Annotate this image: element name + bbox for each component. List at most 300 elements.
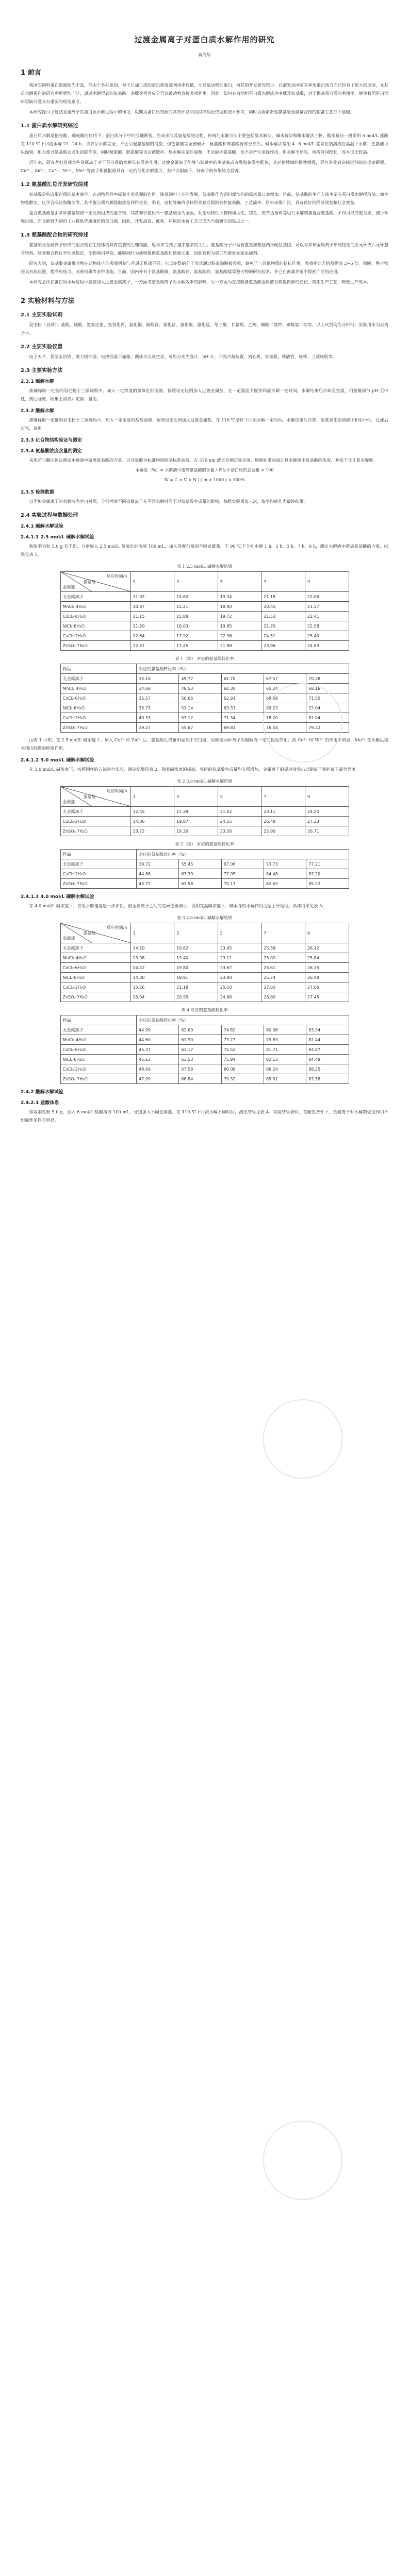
table-cell: 85.22 bbox=[306, 879, 349, 889]
table-cell: 22.58 bbox=[305, 621, 349, 631]
table-cell: 55.67 bbox=[179, 723, 221, 733]
table-cell: 45.37 bbox=[137, 1045, 179, 1055]
table-cell: 19.62 bbox=[174, 943, 218, 953]
table-cell: 51.14 bbox=[179, 703, 221, 713]
table-header-cell: 9 bbox=[305, 923, 349, 943]
table-cell: 75.94 bbox=[221, 1055, 264, 1064]
table-cell: 60.30 bbox=[221, 684, 264, 693]
table-cell: 81.71 bbox=[264, 1045, 306, 1055]
table-cell: 19.30 bbox=[174, 826, 218, 836]
table-row bbox=[60, 1025, 349, 1035]
table-row bbox=[60, 879, 349, 889]
table-cell: 26.12 bbox=[305, 943, 349, 953]
table-row bbox=[60, 869, 349, 879]
subsubsection-heading: 2.4.2.1 盐酸体系 bbox=[21, 1100, 59, 1106]
table-cell: 无金属离子 bbox=[60, 807, 130, 817]
table-cell: 84.07 bbox=[306, 1045, 349, 1055]
paragraph: 羽毛粉（自制）；盐酸、硫酸、氢氧化钠、氢氧化钙、氯化铜、硫酸锌、氯化钴、氯化镍、氯化锰、茚三酮、甘氨酸、乙醇、磷酸二氢钾、磷酸氢二钠等，以上试剂均为分析纯；实验用水为去离子水。 bbox=[21, 322, 388, 335]
table-row bbox=[60, 963, 349, 973]
paragraph: 氨基酸与金属离子形成的配合物在生物体内具有重要的生理功能，近年来受到了越来越多的关注。氨基酸分子中含有氨基和羧基两种配位基团，可以与多种金属离子形成稳定的五元环或六元环螯合结构。这类螯合物化学性质稳定，生物利用率高，能够同时为动物提供氨基酸和微量元素，因此被称为第三代微量元素添加剂。 bbox=[21, 242, 388, 256]
table-cell: 14.30 bbox=[130, 973, 174, 982]
table-cell: ZnSO₄·7H₂O bbox=[60, 723, 137, 733]
table-cell: 21.18 bbox=[174, 982, 218, 992]
table-cell: 27.03 bbox=[261, 982, 305, 992]
table-cell: 48.53 bbox=[179, 684, 221, 693]
table-cell: 22.06 bbox=[305, 592, 349, 602]
table-cell: 47.99 bbox=[137, 1074, 179, 1084]
table-cell: ZnSO₄·7H₂O bbox=[60, 641, 130, 651]
subsubsection-heading: 2.3.2 酸解水解 bbox=[21, 409, 54, 414]
subsection-heading: 1.1 蛋白质水解研究综述 bbox=[21, 123, 78, 129]
subsection-heading: 2.3 主要实验方法 bbox=[21, 368, 63, 374]
table-cell: NiCl₂·6H₂O bbox=[60, 1055, 137, 1064]
table-row bbox=[60, 641, 349, 651]
table-cell: 75.17 bbox=[221, 879, 264, 889]
table-cell: 74.82 bbox=[221, 1025, 264, 1035]
table-cell: 无金属离子 bbox=[60, 674, 137, 684]
corner-label: 反应时间/h bbox=[106, 574, 127, 579]
table-cell: 22.36 bbox=[218, 631, 261, 641]
data-table bbox=[60, 849, 349, 889]
table-cell: 63.39 bbox=[179, 869, 221, 879]
table-cell: 40.33 bbox=[137, 713, 179, 723]
table-cell: NiCl₂·6H₂O bbox=[60, 703, 137, 713]
table-cell: 80.98 bbox=[264, 1025, 306, 1035]
table-cell: 25.02 bbox=[261, 953, 305, 963]
table-header-cell: 3 bbox=[174, 572, 218, 592]
table-cell: 25.74 bbox=[261, 973, 305, 982]
diagonal-header-cell bbox=[60, 572, 130, 592]
table-cell: 23.45 bbox=[218, 943, 261, 953]
table-row bbox=[60, 992, 349, 1002]
table-cell: 27.45 bbox=[305, 992, 349, 1002]
table-header-cell: 对应的氨基酸转化率（%） bbox=[137, 1015, 349, 1025]
table-cell: 27.66 bbox=[305, 982, 349, 992]
corner-label: 氨基酸 bbox=[83, 794, 96, 799]
paragraph: 氨基酸是构成蛋白质的基本单位，在动物营养中起着非常重要的作用。随着饲料工业的发展，氨基酸作为饲料添加剂的需求量日益增加。目前，氨基酸的生产方法主要有蛋白质水解提取法、微生物发酵法、化学合成法和酶法等。其中蛋白质水解提取法是利用毛发、羽毛、血粉等廉价原料经水解后提取各种氨基酸，工艺简单，原料来源广泛，具有良好的经济效益和社会效益。 bbox=[21, 192, 388, 205]
table-header-row bbox=[60, 850, 349, 859]
table-cell: 68.68 bbox=[264, 693, 306, 703]
table-cell: 81.04 bbox=[306, 713, 349, 723]
table-cell: 15.88 bbox=[174, 612, 218, 621]
table-header-row bbox=[60, 664, 349, 674]
table-cell: 15.04 bbox=[130, 992, 174, 1002]
table-cell: 21.18 bbox=[261, 592, 305, 602]
table-cell: 23.11 bbox=[261, 807, 305, 817]
paragraph: 复合氨基酸是由多种氨基酸按一定比例组成的混合物，其营养价值比单一氨基酸更为全面。利用动物性下脚料如羽毛、猪毛、皮革边角料等进行水解制备复合氨基酸，不仅可以变废为宝、减少环境污染，而且能够为饲料工业提供优质廉价的蛋白源。因此，开发高效、低耗、环保的水解工艺已成为当前研究的热点之一。 bbox=[21, 210, 388, 224]
table-cell: MnCl₂·4H₂O bbox=[60, 602, 130, 612]
table-row bbox=[60, 1035, 349, 1045]
table-header-cell: 样品 bbox=[60, 1015, 137, 1025]
table-cell: 71.50 bbox=[306, 693, 349, 703]
table-caption: 表 3 4.0 mol/L 碱解水解结果 bbox=[177, 916, 232, 920]
table-cell: 24.15 bbox=[218, 817, 261, 826]
data-table bbox=[60, 923, 349, 1002]
table-cell: CuCl₂·2H₂O bbox=[60, 817, 130, 826]
table-cell: 62.60 bbox=[179, 1025, 221, 1035]
table-cell: CuCl₂·2H₂O bbox=[60, 1064, 137, 1074]
data-table bbox=[60, 1015, 349, 1084]
table-cell: MnCl₂·4H₂O bbox=[60, 684, 137, 693]
table-cell: 57.17 bbox=[179, 713, 221, 723]
paragraph: 称取羽毛粉 5.0 g，加入 6 mol/L 盐酸溶液 100 mL，分别加入不同金属盐，在 110 ℃下回流水解不同时间，测定结果见表 4。实验结果表明，在酸性条件下，金属离子对水解的促进作用不如碱性条件下明显。 bbox=[21, 1109, 388, 1123]
table-row bbox=[60, 859, 349, 869]
table-cell: 25.61 bbox=[261, 963, 305, 973]
table-cell: 88.25 bbox=[306, 1064, 349, 1074]
table-header-cell: 1 bbox=[130, 572, 174, 592]
table-cell: CuCl₂·2H₂O bbox=[60, 869, 137, 879]
table-cell: 82.63 bbox=[264, 879, 306, 889]
paragraph: 采用茚三酮比色法测定水解液中游离氨基酸的含量。以甘氨酸为标准物质绘制标准曲线，在 570 nm 波长处测定吸光度，根据标准曲线计算水解液中氨基酸的浓度，并按下式计算水解度： bbox=[29, 457, 378, 463]
formula-line: 水解度（%）= 水解液中游离氨基酸的含量 / 样品中蛋白质的总含量 × 100 bbox=[135, 468, 274, 472]
table-cell: 21.53 bbox=[261, 612, 305, 621]
table-header-cell: 5 bbox=[218, 787, 261, 807]
subsection-heading: 2.4 实验过程与数据处理 bbox=[21, 513, 78, 518]
table-cell: 69.81 bbox=[221, 723, 264, 733]
table-cell: 70.38 bbox=[306, 674, 349, 684]
table-cell: 17.45 bbox=[174, 641, 218, 651]
formula-line: W = C × V × N / ( m × 1000 ) × 100% bbox=[164, 478, 245, 482]
table-header-cell: 5 bbox=[218, 923, 261, 943]
table-row bbox=[60, 1064, 349, 1074]
table-cell: 75.52 bbox=[221, 1045, 264, 1055]
diagonal-header-cell bbox=[60, 787, 130, 807]
table-header-row bbox=[60, 787, 349, 807]
subsubsection-heading: 2.4.2 酸解水解试验 bbox=[21, 1090, 63, 1095]
table-cell: 84.49 bbox=[306, 1055, 349, 1064]
table-row bbox=[60, 943, 349, 953]
table-cell: 80.08 bbox=[221, 1064, 264, 1074]
table-cell: 63.33 bbox=[221, 703, 264, 713]
table-cell: 44.86 bbox=[137, 869, 179, 879]
table-cell: 35.16 bbox=[137, 674, 179, 684]
table-cell: 34.68 bbox=[137, 684, 179, 693]
table-row bbox=[60, 817, 349, 826]
table-cell: 71.34 bbox=[221, 713, 264, 723]
table-cell: 62.91 bbox=[221, 693, 264, 703]
table-row bbox=[60, 953, 349, 963]
paragraph: 研究表明，氨基酸金属螯合物在动物体内的吸收机制与普通无机盐不同，它以完整的分子形式通过肠道黏膜被吸收，避免了与其他物质的拮抗作用，吸收率比无机盐提高 2~6 倍。同时，螯合物还具有抗应激、提高免疫力、改善肉质等多种功能。目前，国内外对于氨基酸铜、氨基酸锌、氨基酸铁、氨基酸锰等螯合物的研究较多，并已在畜禽养殖中得到广泛的应用。 bbox=[21, 261, 388, 274]
table-cell: 25.84 bbox=[305, 953, 349, 963]
table-row bbox=[60, 1055, 349, 1064]
table-cell: 25.38 bbox=[261, 943, 305, 953]
diagonal-header-cell bbox=[60, 923, 130, 943]
table-cell: 82.44 bbox=[306, 1035, 349, 1045]
table-header-cell: 3 bbox=[174, 787, 218, 807]
table-cell: 77.05 bbox=[221, 869, 264, 879]
table-cell: 79.22 bbox=[306, 723, 349, 733]
table-cell: 24.20 bbox=[305, 807, 349, 817]
table-caption: 表 4 对应的氨基酸转化率 bbox=[181, 1008, 228, 1012]
table-cell: 20.45 bbox=[261, 602, 305, 612]
subsubsection-heading: 2.4.1.1 2.5 mol/L 碱解水解试验 bbox=[21, 535, 94, 540]
table-header-cell: 9 bbox=[305, 787, 349, 807]
table-cell: 无金属离子 bbox=[60, 943, 130, 953]
paper-title: 过渡金属离子对蛋白质水解作用的研究 bbox=[134, 35, 275, 44]
table-cell: 11.02 bbox=[130, 592, 174, 602]
table-cell: 11.20 bbox=[130, 621, 174, 631]
subsection-heading: 2.2 主要实验仪器 bbox=[21, 344, 63, 350]
subsubsection-heading: 2.3.3 化合物结构验证与测定 bbox=[21, 438, 82, 443]
table-cell: 19.87 bbox=[174, 817, 218, 826]
table-header-cell: 9 bbox=[305, 572, 349, 592]
table-cell: 67.06 bbox=[221, 859, 264, 869]
table-caption: 表 1（续） 对应的氨基酸转化率 bbox=[175, 656, 234, 661]
table-row bbox=[60, 807, 349, 817]
paragraph: 在 3.0 mol/L 碱浓度下，按照同样的方法进行实验，测定结果见表 2。随着碱浓度的提高，各组的氨基酸生成量均有所增加，金属离子的促进效果仍以铜离子和锌离子最为显著。 bbox=[29, 767, 361, 772]
table-cell: 26.80 bbox=[261, 992, 305, 1002]
paragraph: 本研究尝试在蛋白质水解过程中直接加入过渡金属离子，一方面考察金属离子对水解效率的影响，另一方面为直接制备氨基酸金属螯合物提供新的途径，简化生产工艺，降低生产成本。 bbox=[29, 279, 371, 284]
table-cell: 23.56 bbox=[218, 826, 261, 836]
paragraph: 在 4.0 mol/L 碱浓度下，各组水解速度进一步加快，但金属离子之间的差异逐渐减小，说明在高碱浓度下，碱本身的水解作用占据主导地位。具体结果见表 3。 bbox=[29, 903, 326, 908]
table-cell: ZnSO₄·7H₂O bbox=[60, 879, 137, 889]
table-cell: 79.32 bbox=[221, 1074, 264, 1084]
table-cell: CoCl₂·6H₂O bbox=[60, 693, 137, 703]
table-cell: NiCl₂·6H₂O bbox=[60, 621, 130, 631]
paragraph: 称取羽毛粉 5.0 g 若干份，分别加入 2.5 mol/L 氢氧化钠溶液 100 mL，加入等摩尔量的不同金属盐，于 90 ℃下分别水解 1 h、3 h、5 h、7 h、9 h，测定水解液中游离氨基酸的含量，结果见表 1。 bbox=[21, 544, 388, 557]
table-cell: 26.71 bbox=[305, 826, 349, 836]
table-cell: 66.84 bbox=[179, 1074, 221, 1084]
table-cell: 26.35 bbox=[305, 963, 349, 973]
table-header-cell: 5 bbox=[218, 572, 261, 592]
table-cell: 61.90 bbox=[179, 1035, 221, 1045]
table-cell: 19.80 bbox=[174, 963, 218, 973]
table-cell: 26.48 bbox=[261, 817, 305, 826]
paragraph: 电子天平、恒温水浴锅、磁力搅拌器、电热恒温干燥箱、循环水式真空泵、可见分光光度计、pH 计、回流冷凝装置、离心机、容量瓶、移液管、烧杯、三颈烧瓶等。 bbox=[29, 354, 337, 359]
table-cell: 18.90 bbox=[218, 602, 261, 612]
paragraph: 我国的饲料蛋白资源较为丰富，但由于各种原因，对于已加工成的蛋白质资源利用率较低，尤其是动物性蛋白，对其的开发研究较少。目前发达国家在利用蛋白质方面已经有了很大的进展，尤其是水解蛋白的研究利用更加广泛，通过水解得到的氨基酸、多肽等营养成分可以被动物直接吸收利用。因此，如何有效地把蛋白质水解成为多肽及氨基酸，对于提高蛋白质的利用率、解决我国蛋白饲料短缺问题具有重要的现实意义。 bbox=[21, 82, 388, 104]
table-cell: 48.69 bbox=[137, 1064, 179, 1074]
table-cell: 45.63 bbox=[137, 1055, 179, 1064]
table-cell: 19.34 bbox=[218, 592, 261, 602]
table-cell: CuCl₂·2H₂O bbox=[60, 631, 130, 641]
table-cell: 12.31 bbox=[130, 641, 174, 651]
table-cell: 23.11 bbox=[218, 953, 261, 963]
table-cell: 无金属离子 bbox=[60, 592, 130, 602]
table-cell: 23.67 bbox=[218, 963, 261, 973]
table-cell: 27.33 bbox=[305, 817, 349, 826]
subsubsection-heading: 2.4.1.2 3.0 mol/L 碱解水解试验 bbox=[21, 758, 94, 763]
table-cell: 67.57 bbox=[264, 674, 306, 684]
table-header-cell: 3 bbox=[174, 923, 218, 943]
table-cell: 24.86 bbox=[218, 992, 261, 1002]
subsubsection-heading: 2.4.1 碱解水解试验 bbox=[21, 524, 63, 529]
subsubsection-heading: 2.3.5 检测数据 bbox=[21, 490, 54, 495]
data-table bbox=[60, 571, 349, 651]
table-cell: 22.41 bbox=[305, 612, 349, 621]
corner-label: 氨基酸 bbox=[83, 931, 96, 936]
watermark-seal bbox=[263, 1399, 342, 1479]
table-cell: 21.02 bbox=[218, 807, 261, 817]
table-cell: CuCl₂·2H₂O bbox=[60, 982, 130, 992]
table-cell: 14.06 bbox=[130, 817, 174, 826]
section-heading: 2 实验材料与方法 bbox=[21, 297, 75, 305]
table-cell: 15.60 bbox=[174, 592, 218, 602]
table-cell: 无金属离子 bbox=[60, 1025, 137, 1035]
table-cell: 63.53 bbox=[179, 1055, 221, 1064]
table-row bbox=[60, 1074, 349, 1084]
paragraph: 蛋白质水解是指在酸、碱或酶的作用下，蛋白质分子中的肽键断裂，生成多肽及氨基酸的过程。传统的水解方法主要包括酸水解法、碱水解法和酶水解法三种。酸水解法一般采用 6 mol/L 盐酸在 110 ℃下回流水解 22~24 h，该方法水解完全，不会引起氨基酸的消旋，但色氨酸完全被破坏，丝氨酸和苏氨酸有部分损失。碱水解法常用 4~6 mol/L 氢氧化钠溶液在高温下水解，色氨酸可以保留，但大部分氨基酸会发生消旋作用，同时精氨酸、胱氨酸等也会被破坏。酶水解法条件温和，不会破坏氨基酸，也不会产生消旋作用，但水解不彻底，所需时间较长，成本也比较高。 bbox=[21, 133, 388, 155]
corner-label: 金属盐 bbox=[62, 800, 75, 804]
corner-label: 氨基酸 bbox=[83, 580, 96, 584]
table-cell: ZnSO₄·7H₂O bbox=[60, 992, 130, 1002]
table-cell: 26.48 bbox=[305, 973, 349, 982]
table-row bbox=[60, 602, 349, 612]
table-row bbox=[60, 973, 349, 982]
table-cell: 24.51 bbox=[261, 631, 305, 641]
table-row bbox=[60, 631, 349, 641]
table-cell: 19.85 bbox=[218, 621, 261, 631]
table-cell: 63.17 bbox=[179, 1045, 221, 1055]
table-cell: 73.73 bbox=[221, 1035, 264, 1045]
table-header-cell: 7 bbox=[261, 923, 305, 943]
table-header-cell: 样品 bbox=[60, 850, 137, 859]
watermark-seal bbox=[263, 2121, 342, 2200]
table-caption: 表 2 3.0 mol/L 碱解水解结果 bbox=[177, 779, 232, 784]
table-cell: 83.34 bbox=[306, 1025, 349, 1035]
corner-label: 反应时间/h bbox=[106, 925, 127, 930]
table-cell: 23.96 bbox=[261, 641, 305, 651]
table-cell: 13.98 bbox=[130, 953, 174, 963]
subsection-heading: 1.3 氨基酸配合物的研究综述 bbox=[21, 232, 89, 238]
table-header-row bbox=[60, 923, 349, 943]
paper-page bbox=[21, 34, 388, 1124]
table-header-cell: 1 bbox=[130, 787, 174, 807]
subsubsection-heading: 2.3.1 碱解水解 bbox=[21, 379, 54, 384]
table-row bbox=[60, 592, 349, 602]
table-cell: 76.44 bbox=[264, 723, 306, 733]
table-row bbox=[60, 826, 349, 836]
table-cell: NiCl₂·6H₂O bbox=[60, 973, 130, 982]
table-cell: CoCl₂·6H₂O bbox=[60, 963, 130, 973]
table-cell: CoCl₂·6H₂O bbox=[60, 612, 130, 621]
table-cell: 12.45 bbox=[130, 807, 174, 817]
data-table bbox=[60, 786, 349, 836]
table-cell: 21.88 bbox=[218, 641, 261, 651]
table-cell: 61.70 bbox=[221, 674, 264, 684]
subsection-heading: 2.1 主要实验试剂 bbox=[21, 312, 63, 318]
table-row bbox=[60, 612, 349, 621]
table-cell: 78.20 bbox=[264, 713, 306, 723]
table-cell: ZnSO₄·7H₂O bbox=[60, 1074, 137, 1084]
table-cell: 79.83 bbox=[264, 1035, 306, 1045]
table-header-cell: 对应的氨基酸转化率（%） bbox=[137, 664, 349, 674]
corner-label: 金属盐 bbox=[62, 585, 75, 589]
table-cell: 55.45 bbox=[179, 859, 221, 869]
subsubsection-heading: 2.3.4 氨基酸浓度含量的测定 bbox=[21, 449, 82, 454]
table-cell: 15.26 bbox=[130, 982, 174, 992]
table-cell: 17.38 bbox=[174, 807, 218, 817]
table-cell: 14.22 bbox=[130, 963, 174, 973]
table-cell: 16.03 bbox=[174, 621, 218, 631]
table-header-cell: 1 bbox=[130, 923, 174, 943]
table-cell: 21.37 bbox=[305, 602, 349, 612]
subsubsection-heading: 2.4.1.3 4.0 mol/L 碱解水解试验 bbox=[21, 894, 94, 900]
table-cell: CuCl₂·2H₂O bbox=[60, 713, 137, 723]
table-cell: 43.77 bbox=[137, 879, 179, 889]
table-cell: 12.64 bbox=[130, 631, 174, 641]
table-cell: 50.66 bbox=[179, 693, 221, 703]
table-cell: 20.95 bbox=[174, 992, 218, 1002]
paragraph: 本研究探讨了过渡金属离子在蛋白质水解过程中的作用，以期为蛋白质资源的高效开发利用提供理论依据和技术参考，同时为探索新型氨基酸金属螯合物的制备工艺打下基础。 bbox=[29, 109, 354, 114]
table-header-cell: 7 bbox=[261, 787, 305, 807]
paragraph: 近年来，研究者们发现某些金属离子对于蛋白质的水解具有促进作用。过渡金属离子能够与肽键中的羰基氧或者酰胺氮发生配位，从而使肽键的极性增强，更容易受到亲核试剂的进攻而断裂。Cu²⁺、Zn²⁺、Co²⁺、Ni²⁺、Mn²⁺等离子都被报道具有一定的催化水解能力，其中以铜离子、锌离子的效果较为显著。 bbox=[21, 160, 388, 173]
paragraph: 准确称取一定量的羽毛粉于三颈烧瓶中，加入一定浓度的氢氧化钠溶液，按照设定比例加入过渡金属盐，在一定温度下搅拌回流水解一定时间。水解结束后冷却至室温，用盐酸调节 pH 至中性，离心分离，收集上清液并定容，备用。 bbox=[21, 388, 388, 401]
table-cell: 44.99 bbox=[137, 1025, 179, 1035]
table-cell: 86.24 bbox=[264, 1064, 306, 1074]
table-cell: 87.58 bbox=[306, 1074, 349, 1084]
table-header-cell: 样品 bbox=[60, 664, 137, 674]
table-cell: 19.72 bbox=[218, 612, 261, 621]
table-cell: 23.80 bbox=[218, 973, 261, 982]
table-row bbox=[60, 674, 349, 684]
table-cell: 10.87 bbox=[130, 602, 174, 612]
table-cell: 65.24 bbox=[264, 684, 306, 693]
table-cell: CoCl₂·6H₂O bbox=[60, 1045, 137, 1055]
table-cell: 35.73 bbox=[137, 703, 179, 713]
table-row bbox=[60, 1045, 349, 1055]
table-cell: 82.13 bbox=[264, 1055, 306, 1064]
table-cell: 77.21 bbox=[306, 859, 349, 869]
table-cell: 84.48 bbox=[264, 869, 306, 879]
table-cell: 61.58 bbox=[179, 879, 221, 889]
table-cell: 14.10 bbox=[130, 943, 174, 953]
table-cell: 68.18 bbox=[306, 684, 349, 693]
table-caption: 表 2（续） 对应的氨基酸转化率 bbox=[175, 842, 234, 846]
table-cell: 13.72 bbox=[130, 826, 174, 836]
subsection-heading: 1.2 氨基酸汇总开发研究综述 bbox=[21, 182, 89, 188]
table-cell: 25.40 bbox=[305, 631, 349, 641]
table-cell: MnCl₂·4H₂O bbox=[60, 953, 130, 963]
table-cell: 25.90 bbox=[261, 826, 305, 836]
section-heading: 1 前言 bbox=[21, 69, 41, 77]
table-cell: 49.77 bbox=[179, 674, 221, 684]
table-cell: 67.58 bbox=[179, 1064, 221, 1074]
corner-label: 反应时间/h bbox=[106, 789, 127, 793]
table-cell: 69.23 bbox=[264, 703, 306, 713]
table-cell: 44.60 bbox=[137, 1035, 179, 1045]
table-cell: 19.40 bbox=[174, 953, 218, 963]
author-name: 蒋海华 bbox=[198, 53, 211, 57]
table-header-row bbox=[60, 1015, 349, 1025]
table-cell: 15.21 bbox=[174, 602, 218, 612]
paragraph: 准确称取一定量的羽毛粉于三颈烧瓶中，加入一定浓度的盐酸溶液，按照设定比例加入过渡金属盐，在 110 ℃条件下回流水解一定时间。水解结束后冷却，用氢氧化钠溶液中和至中性，过滤后定容，备用。 bbox=[21, 417, 388, 431]
table-cell: 24.83 bbox=[305, 641, 349, 651]
table-cell: 39.72 bbox=[137, 859, 179, 869]
table-cell: 21.70 bbox=[261, 621, 305, 631]
table-cell: 87.20 bbox=[306, 869, 349, 879]
table-cell: 25.10 bbox=[218, 982, 261, 992]
table-row bbox=[60, 982, 349, 992]
table-cell: 39.27 bbox=[137, 723, 179, 733]
table-cell: 17.92 bbox=[174, 631, 218, 641]
table-caption: 表 1 2.5 mol/L 碱解水解结果 bbox=[177, 564, 232, 569]
table-cell: 无金属离子 bbox=[60, 859, 137, 869]
table-header-cell: 对应的氨基酸转化率（%） bbox=[137, 850, 349, 859]
table-cell: 11.15 bbox=[130, 612, 174, 621]
table-cell: MnCl₂·4H₂O bbox=[60, 1035, 137, 1045]
table-header-row bbox=[60, 572, 349, 592]
paragraph: 由表 1 可知，在 2.5 mol/L 碱浓度下，加入 Cu²⁺ 和 Zn²⁺ 后，氨基酸生成量明显高于空白组，说明这两种离子对碱解有一定的促进作用；而 Co²⁺ 和 Ni²⁺ 的作用不明显，Mn²⁺ 在水解后期表现出轻微的抑制作用。 bbox=[21, 737, 388, 751]
table-cell: 73.73 bbox=[264, 859, 306, 869]
table-cell: 85.51 bbox=[264, 1074, 306, 1084]
table-header-cell: 7 bbox=[261, 572, 305, 592]
table-cell: 35.57 bbox=[137, 693, 179, 703]
paragraph: 以不加金属离子的水解液为空白对照，分别考察不同金属离子在不同水解时间下对氨基酸生成量的影响，每组实验重复三次，取平均值作为最终结果。 bbox=[29, 499, 308, 504]
table-row bbox=[60, 621, 349, 631]
table-cell: 19.91 bbox=[174, 973, 218, 982]
watermark-seal bbox=[263, 683, 342, 762]
